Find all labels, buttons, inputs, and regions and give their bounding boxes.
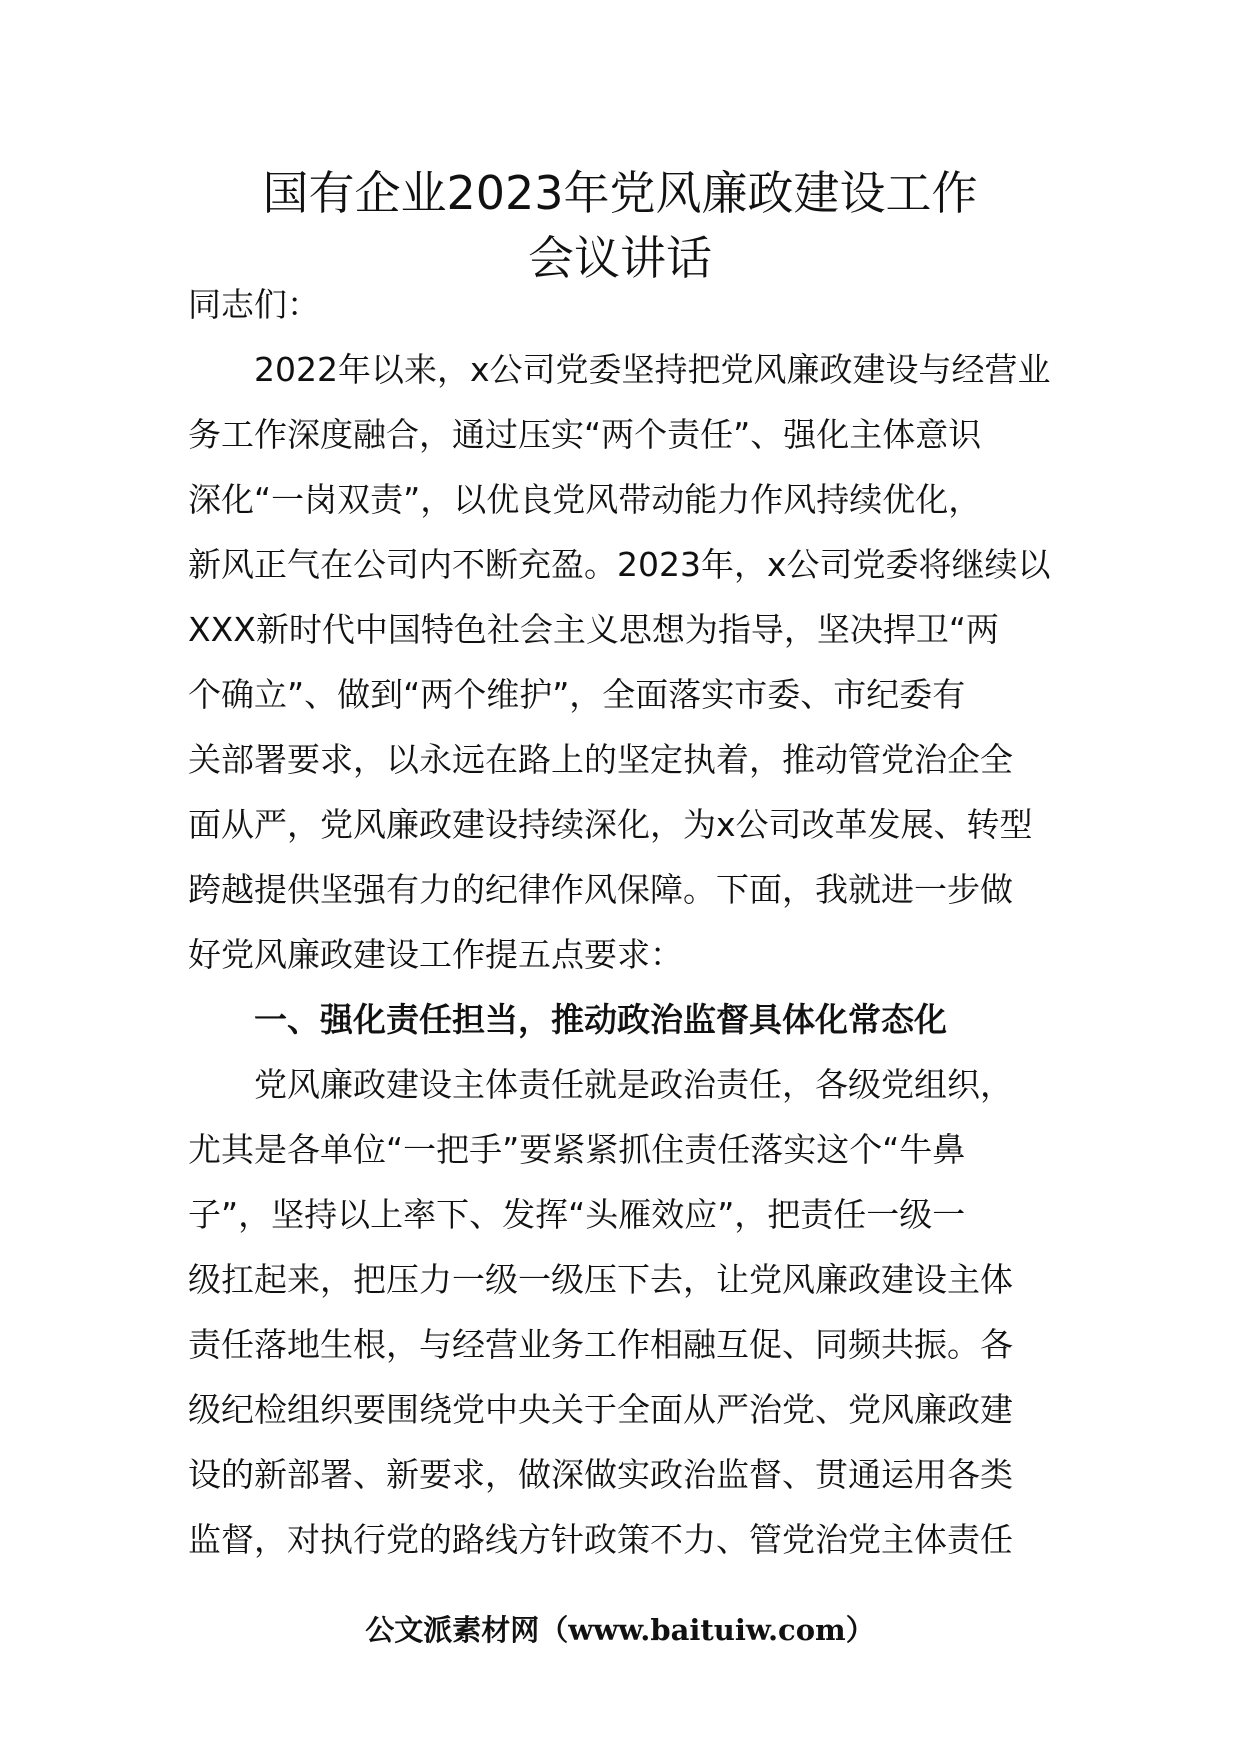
body-line-19: 监督，对执行党的路线方针政策不力、管党治党主体责任	[188, 1520, 1013, 1559]
body-line-16: 责任落地生根，与经营业务工作相融互促、同频共振。各	[188, 1325, 1013, 1364]
body-line-5: XXX新时代中国特色社会主义思想为指导，坚决捍卫“两	[188, 610, 999, 649]
body-line-8: 面从严，党风廉政建设持续深化，为x公司改革发展、转型	[188, 805, 1033, 844]
body-line-14: 子”，坚持以上率下、发挥“头雁效应”，把责任一级一	[188, 1195, 966, 1234]
body-line-6: 个确立”、做到“两个维护”，全面落实市委、市纪委有	[188, 675, 966, 714]
body-line-18: 设的新部署、新要求，做深做实政治监督、贯通运用各类	[188, 1455, 1013, 1494]
body-line-2: 务工作深度融合，通过压实“两个责任”、强化主体意识	[188, 415, 982, 454]
salutation: 同志们：	[188, 285, 320, 324]
body-line-9: 跨越提供坚强有力的纪律作风保障。下面，我就进一步做	[188, 870, 1013, 909]
body-line-15: 级扛起来，把压力一级一级压下去，让党风廉政建设主体	[188, 1260, 1013, 1299]
document-body	[188, 272, 1056, 1572]
body-line-3: 深化“一岗双责”，以优良党风带动能力作风持续优化，	[188, 480, 982, 519]
body-line-17: 级纪检组织要围绕党中央关于全面从严治党、党风廉政建	[188, 1390, 1013, 1429]
body-line-12: 党风廉政建设主体责任就是政治责任，各级党组织，	[254, 1065, 1013, 1104]
body-line-7: 关部署要求，以永远在路上的坚定执着，推动管党治企全	[188, 740, 1013, 779]
body-line-10: 好党风廉政建设工作提五点要求：	[188, 935, 683, 974]
body-line-13: 尤其是各单位“一把手”要紧紧抓住责任落实这个“牛鼻	[188, 1130, 966, 1169]
document-title-line-2: 会议讲话	[528, 231, 712, 285]
footer-watermark: 公文派素材网（www.baituiw.com）	[365, 1613, 875, 1647]
section-heading-1: 一、强化责任担当，推动政治监督具体化常态化	[254, 1000, 947, 1039]
body-line-1: 2022年以来，x公司党委坚持把党风廉政建设与经营业	[254, 350, 1051, 389]
body-line-4: 新风正气在公司内不断充盈。2023年，x公司党委将继续以	[188, 545, 1051, 584]
document-title-line-1: 国有企业2023年党风廉政建设工作	[262, 166, 978, 220]
